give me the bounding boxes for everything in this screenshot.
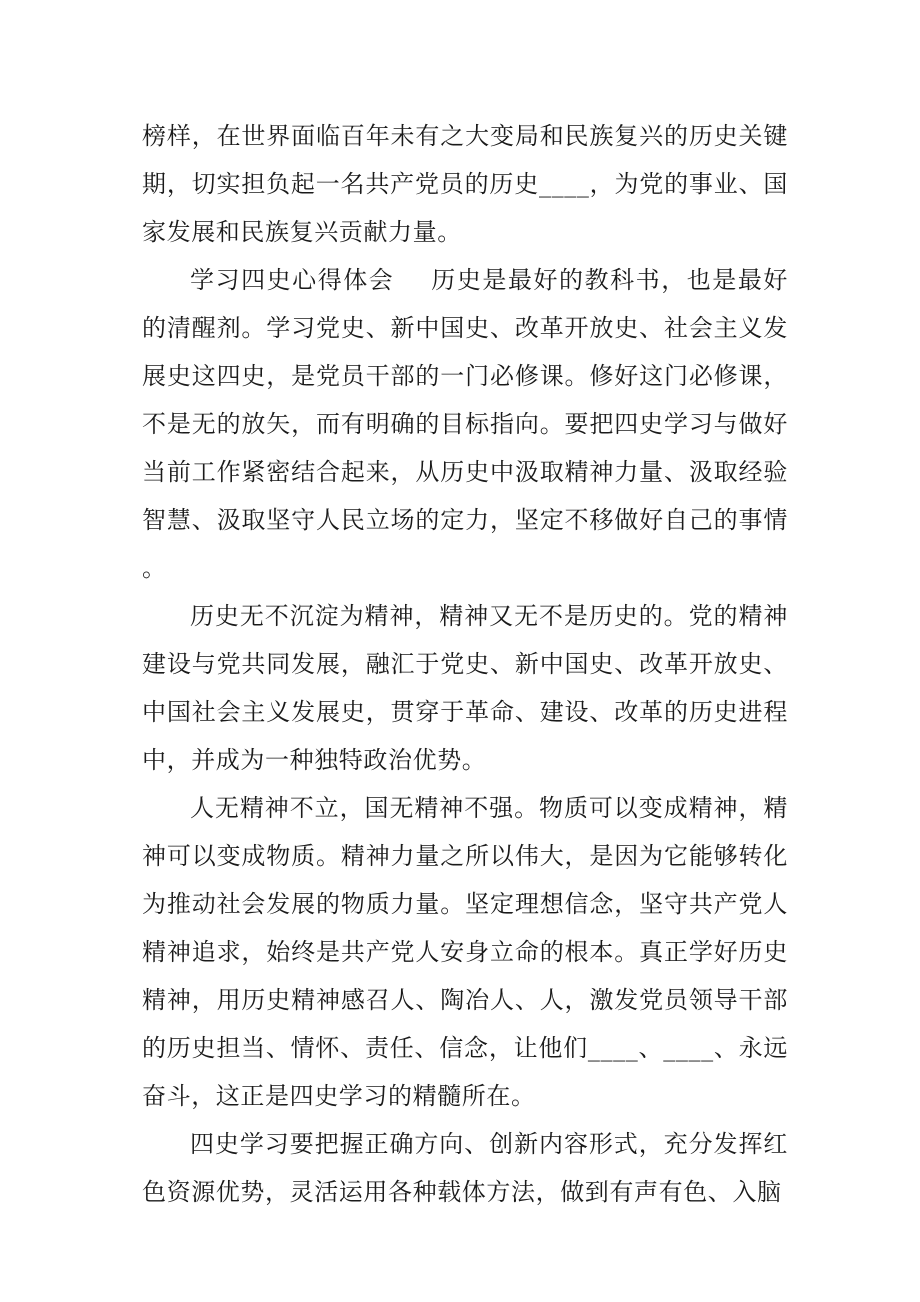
paragraph-4 (142, 784, 788, 1120)
paragraph-1 (142, 112, 788, 256)
section-heading: 学习四史心得体会 (190, 266, 395, 294)
paragraph-1-text: 榜样，在世界面临百年未有之大变局和民族复兴的历史关键期，切实担负起一名共产党员的历史____，为党的事业、国家发展和民族复兴贡献力量。 (142, 122, 788, 246)
paragraph-5 (142, 1120, 788, 1216)
paragraph-5-text: 四史学习要把握正确方向、创新内容形式，充分发挥红色资源优势，灵活运用各种载体方法，做到有声有色、入脑 (142, 1130, 788, 1206)
document-body (142, 112, 788, 1216)
paragraph-4-text: 人无精神不立，国无精神不强。物质可以变成精神，精神可以变成物质。精神力量之所以伟大，是因为它能够转化为推动社会发展的物质力量。坚定理想信念，坚守共产党人精神追求，始终是共产党人安身立命的根本。真正学好历史精神，用历史精神感召人、陶冶人、人，激发党员领导干部的历史担当、情怀、责任、信念，让他们____、____、永远奋斗，这正是四史学习的精髓所在。 (142, 794, 788, 1110)
paragraph-3 (142, 592, 788, 784)
paragraph-3-text: 历史无不沉淀为精神，精神又无不是历史的。党的精神建设与党共同发展，融汇于党史、新中国史、改革开放史、中国社会主义发展史，贯穿于革命、建设、改革的历史进程中，并成为一种独特政治优势。 (142, 602, 788, 774)
paragraph-2-text: 历史是最好的教科书，也是最好的清醒剂。学习党史、新中国史、改革开放史、社会主义发展史这四史，是党员干部的一门必修课。修好这门必修课，不是无的放矢，而有明确的目标指向。要把四史学习与做好当前工作紧密结合起来，从历史中汲取精神力量、汲取经验智慧、汲取坚守人民立场的定力，坚定不移做好自己的事情。 (142, 266, 788, 582)
paragraph-2 (142, 256, 788, 592)
